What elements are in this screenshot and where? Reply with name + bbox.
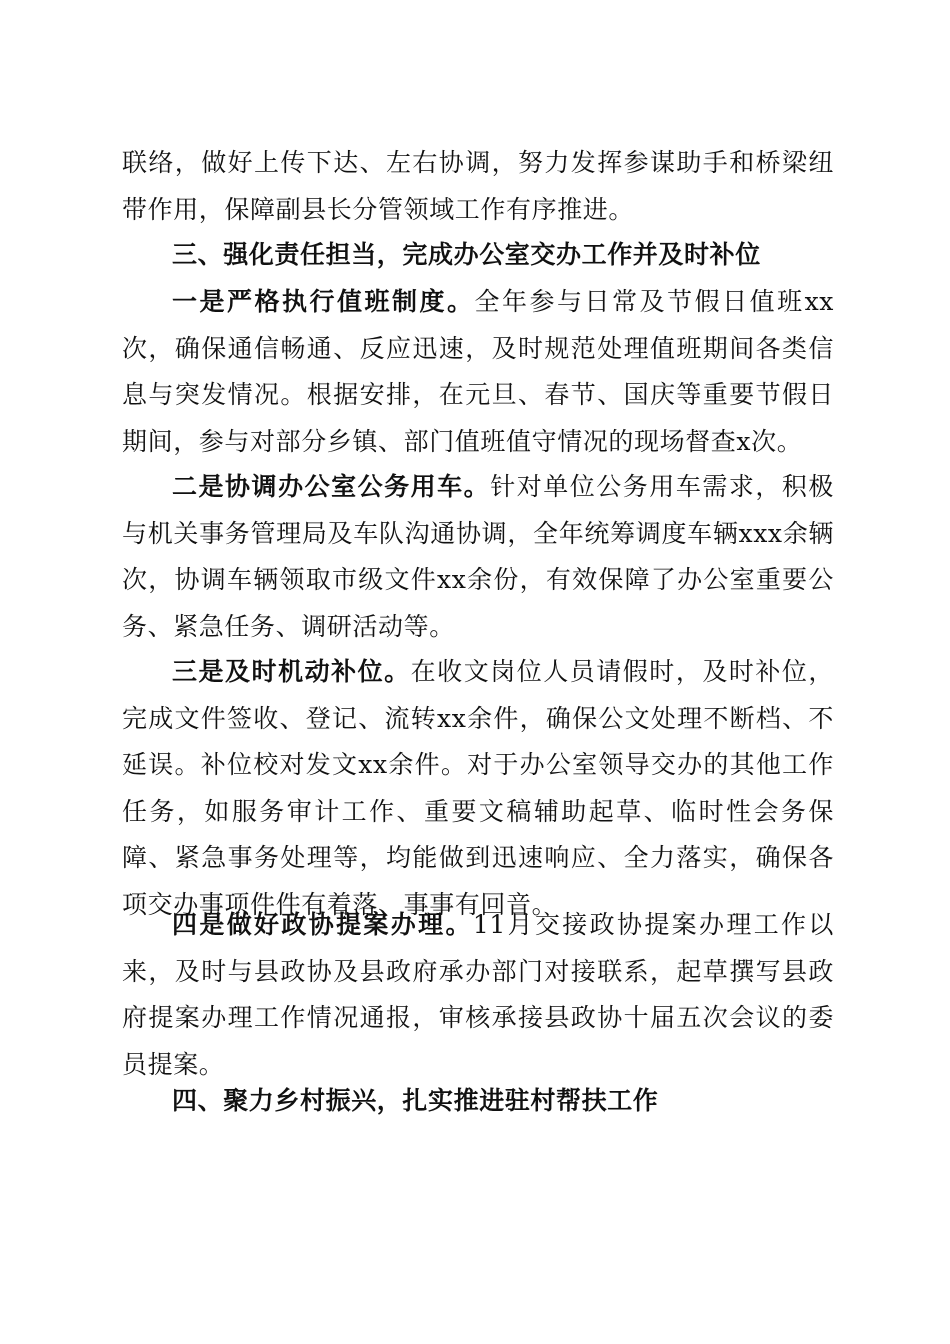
paragraph-item-1 — [122, 279, 834, 465]
item-2-body: 针对单位公务用车需求，积极与机关事务管理局及车队沟通协调，全年统筹调度车辆xxx余辆次，协调车辆领取市级文件xx余份，有效保障了办公室重要公务、紧急任务、调研活动等。 — [122, 472, 834, 641]
paragraph-item-4 — [122, 902, 834, 1088]
section-heading-3: 三、强化责任担当，完成办公室交办工作并及时补位 — [172, 240, 761, 269]
item-4-lead: 四是做好政协提案办理。 — [172, 910, 473, 939]
section-heading-4: 四、聚力乡村振兴，扎实推进驻村帮扶工作 — [172, 1086, 659, 1115]
item-2-lead: 二是协调办公室公务用车。 — [172, 472, 491, 501]
paragraph-continuation-text: 联络，做好上传下达、左右协调，努力发挥参谋助手和桥梁纽带作用，保障副县长分管领域工作有序推进。 — [122, 148, 834, 224]
item-1-lead: 一是严格执行值班制度。 — [172, 287, 475, 316]
item-3-lead: 三是及时机动补位。 — [172, 657, 411, 686]
item-4-body: 11月交接政协提案办理工作以来，及时与县政协及县政府承办部门对接联系，起草撰写县政府提案办理工作情况通报，审核承接县政协十届五次会议的委员提案。 — [122, 910, 834, 1079]
item-3-body: 在收文岗位人员请假时，及时补位，完成文件签收、登记、流转xx余件，确保公文处理不断档、不延误。补位校对发文xx余件。对于办公室领导交办的其他工作任务，如服务审计工作、重要文稿辅助起草、临时性会务保障、紧急事务处理等，均能做到迅速响应、全力落实，确保各项交办事项件件有着落、事事有回音。 — [122, 657, 834, 919]
paragraph-item-3 — [122, 649, 834, 928]
paragraph-continuation — [122, 140, 834, 233]
paragraph-item-2 — [122, 464, 834, 650]
item-1-body: 全年参与日常及节假日值班xx次，确保通信畅通、反应迅速，及时规范处理值班期间各类信息与突发情况。根据安排，在元旦、春节、国庆等重要节假日期间，参与对部分乡镇、部门值班值守情况的现场督查x次。 — [122, 287, 834, 456]
